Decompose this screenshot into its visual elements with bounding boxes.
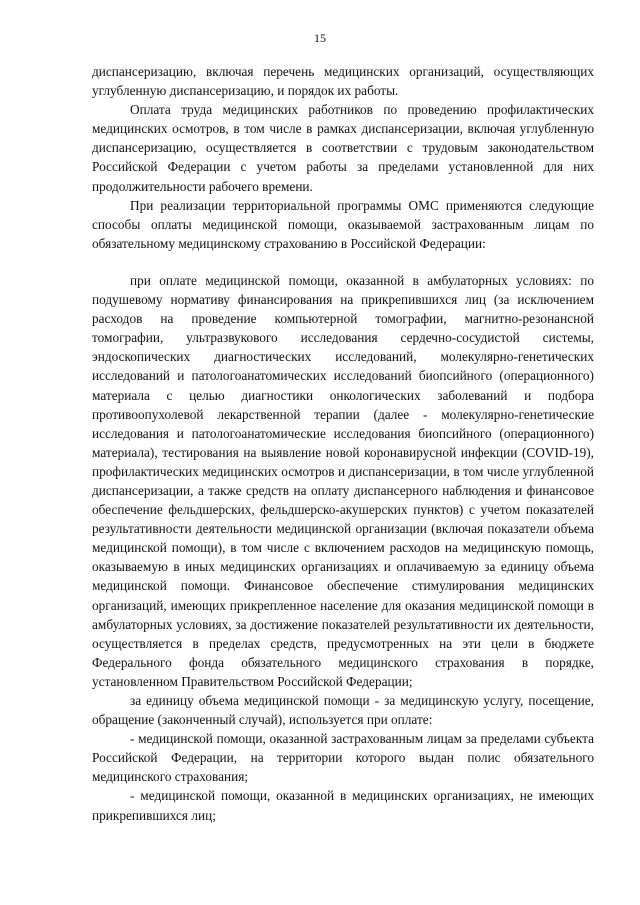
paragraph-unit-of-volume: за единицу объема медицинской помощи - за медицинскую услугу, посещение, обращение (законченный случай), используется при оплате:: [92, 693, 594, 728]
paragraph-continuation: диспансеризацию, включая перечень медицинских организаций, осуществляющих углубленную диспансеризацию, и порядок их работы.: [92, 64, 594, 99]
paragraph-outpatient-payment: при оплате медицинской помощи, оказанной в амбулаторных условиях: по подушевому нормативу финансирования на прикрепившихся лиц (за исключением расходов на проведение компьютерной томографии, магнитно-резонансной томографии, ультразвукового исследования сердечно-сосудистой системы, эндоскопических диагностических исследований, молекулярно-генетических исследований и патологоанатомических исследований биопсийного (операционного) материала с целью диагностики онкологических заболеваний и подбора противоопухолевой лекарственной терапии (далее - молекулярно-генетические исследования и патологоанатомические исследования биопсийного (операционного) материала), тестирования на выявление новой коронавирусной инфекции (COVID-19), профилактических медицинских осмотров и диспансеризации, в том числе углубленной диспансеризации, а также средств на оплату диспансерного наблюдения и финансовое обеспечение фельдшерских, фельдшерско-акушерских пунктов) с учетом показателей результативности деятельности медицинской организации (включая показатели объема медицинской помощи), в том числе с включением расходов на медицинскую помощь, оказываемую в иных медицинских организациях и оплачиваемую за единицу объема медицинской помощи. Финансовое обеспечение стимулирования медицинских организаций, имеющих прикрепленное население для оказания медицинской помощи в амбулаторных условиях, за достижение показателей результативности их деятельности, осуществляется в пределах средств, предусмотренных на эти цели в бюджете Федерального фонда обязательного медицинского страхования в порядке, установленном Правительством Российской Федерации;: [92, 272, 594, 689]
paragraph-payment-of-labor: Оплата труда медицинских работников по проведению профилактических медицинских осмотров, в том числе в рамках диспансеризации, включая углубленную диспансеризацию, осуществляется в соответствии с трудовым законодательством Российской Федерации с учетом работы за пределами установленной для них продолжительности рабочего времени.: [92, 102, 594, 194]
list-item-outside-region: - медицинской помощи, оказанной застрахованным лицам за пределами субъекта Российской Федерации, на территории которого выдан полис обязательного медицинского страхования;: [92, 731, 594, 785]
page-number: 15: [314, 31, 326, 45]
paragraph-payment-methods-intro: При реализации территориальной программы ОМС применяются следующие способы оплаты медицинской помощи, оказываемой застрахованным лицам по обязательному медицинскому страхованию в Российской Федерации:: [92, 197, 594, 251]
body-text: [92, 62, 594, 825]
list-item-no-attached-persons: - медицинской помощи, оказанной в медицинских организациях, не имеющих прикрепившихся лиц;: [92, 788, 594, 823]
